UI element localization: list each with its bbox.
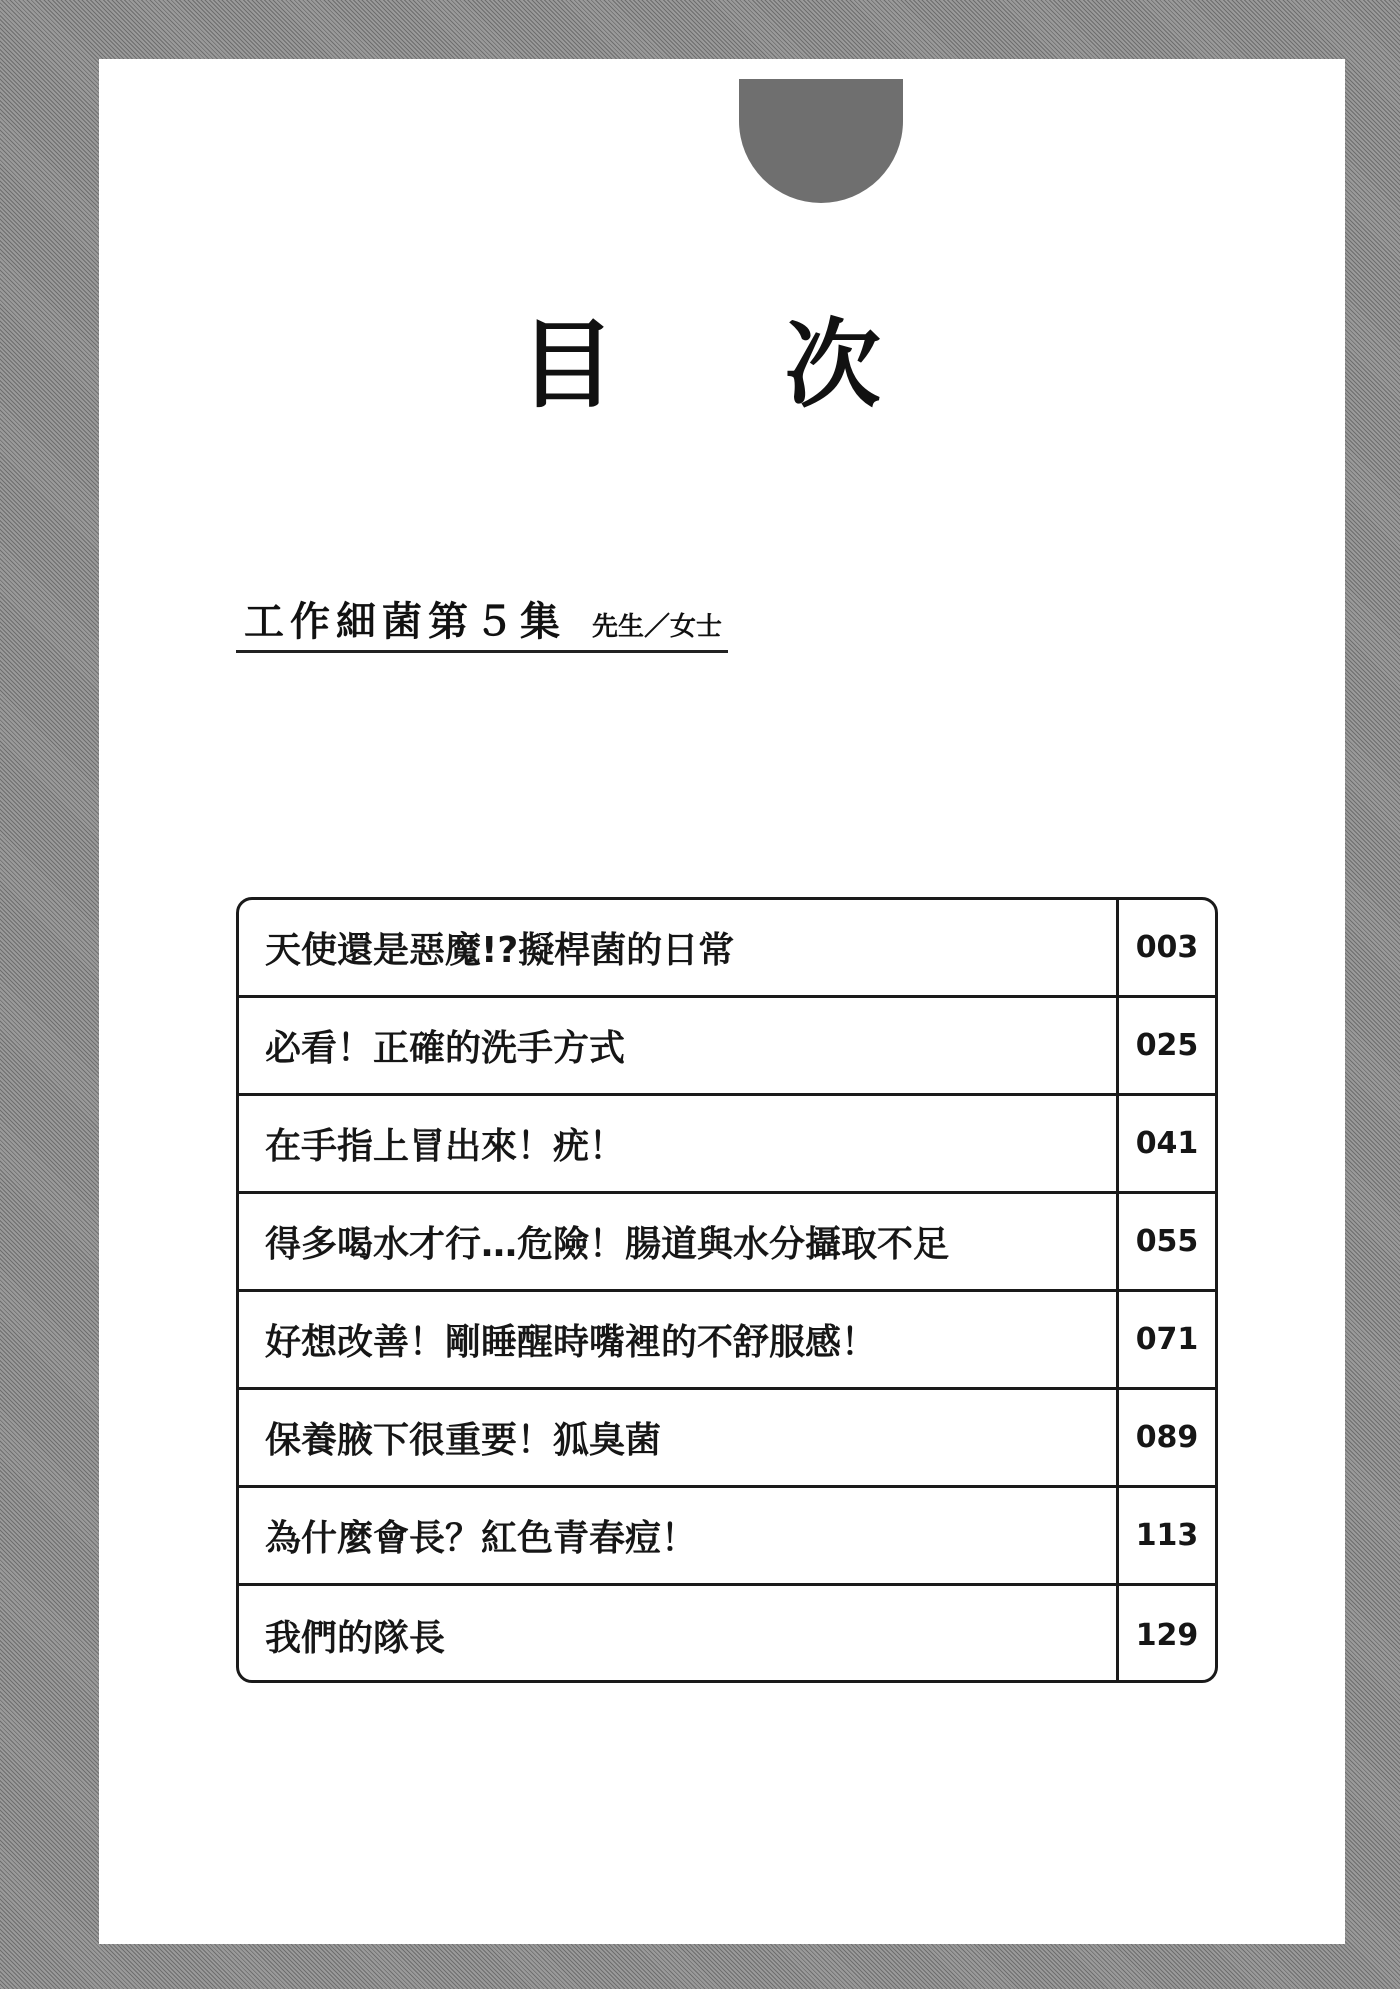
series-author: 先生／女士 bbox=[592, 612, 723, 642]
chapter-page-number: 129 bbox=[1135, 1618, 1199, 1653]
chapter-page-number: 025 bbox=[1135, 1028, 1199, 1063]
chapter-title: 好想改善！剛睡醒時嘴裡的不舒服感！ bbox=[239, 1292, 1119, 1387]
chapter-title: 在手指上冒出來！疣！ bbox=[239, 1096, 1119, 1191]
chapter-title: 天使還是惡魔!?擬桿菌的日常 bbox=[239, 900, 1119, 995]
toc-row[interactable] bbox=[239, 1390, 1215, 1488]
chapter-page-number: 089 bbox=[1135, 1420, 1199, 1455]
chapter-page-number: 041 bbox=[1135, 1126, 1199, 1161]
series-title: 工作細菌第５集 bbox=[244, 598, 566, 645]
toc-row[interactable] bbox=[239, 1194, 1215, 1292]
chapter-title: 必看！正確的洗手方式 bbox=[239, 998, 1119, 1093]
chapter-title: 保養腋下很重要！狐臭菌 bbox=[239, 1390, 1119, 1485]
page-notch bbox=[739, 79, 903, 203]
toc-row[interactable] bbox=[239, 1292, 1215, 1390]
page-title: 目 次 bbox=[519, 309, 949, 421]
chapter-title: 我們的隊長 bbox=[239, 1586, 1119, 1683]
toc-row[interactable] bbox=[239, 1096, 1215, 1194]
table-of-contents bbox=[236, 897, 1218, 1683]
toc-row[interactable] bbox=[239, 998, 1215, 1096]
chapter-page-number: 113 bbox=[1135, 1518, 1199, 1553]
toc-row[interactable] bbox=[239, 1488, 1215, 1586]
chapter-title: 得多喝水才行…危險！腸道與水分攝取不足 bbox=[239, 1194, 1119, 1289]
series-heading bbox=[236, 590, 728, 653]
chapter-title: 為什麼會長？紅色青春痘！ bbox=[239, 1488, 1119, 1583]
toc-row[interactable] bbox=[239, 1586, 1215, 1683]
chapter-page-number: 003 bbox=[1135, 930, 1199, 965]
chapter-page-number: 055 bbox=[1135, 1224, 1199, 1259]
chapter-page-number: 071 bbox=[1135, 1322, 1199, 1357]
toc-row[interactable] bbox=[239, 900, 1215, 998]
